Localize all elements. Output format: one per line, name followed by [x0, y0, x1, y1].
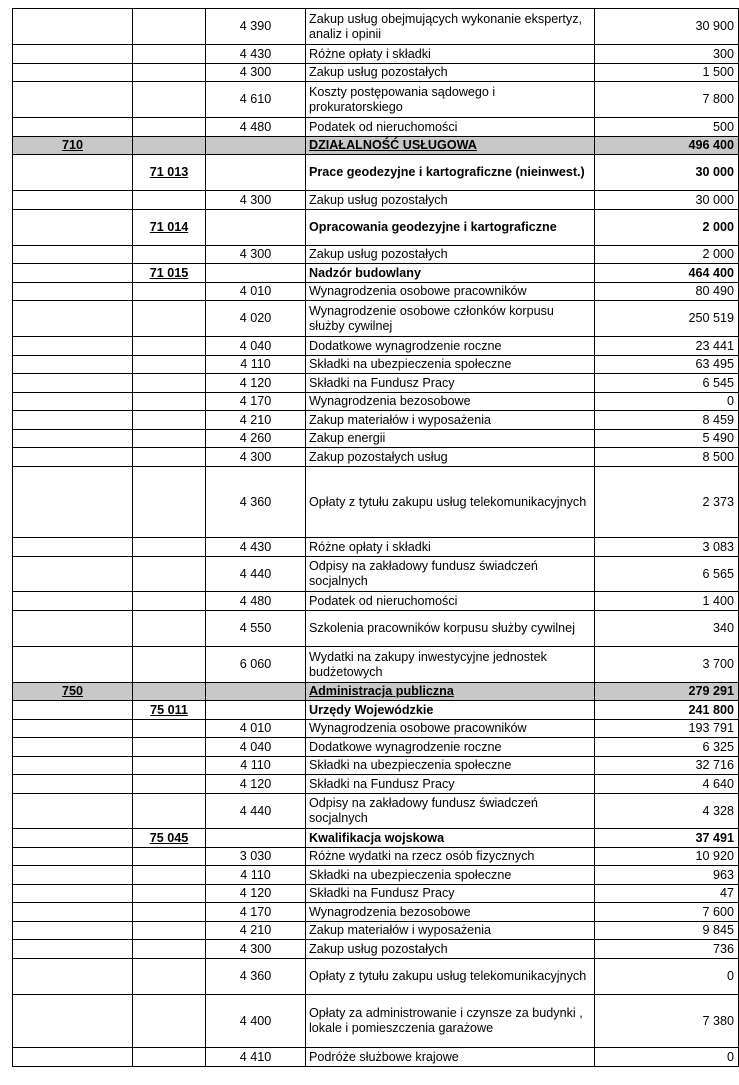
paragraf-cell: 4 440 — [206, 794, 306, 829]
paragraf-cell: 4 260 — [206, 430, 306, 448]
paragraf-cell: 4 610 — [206, 82, 306, 118]
table-row — [13, 592, 739, 611]
paragraf-cell: 4 110 — [206, 866, 306, 885]
rozdzial-cell — [133, 191, 206, 210]
rozdzial-cell — [133, 374, 206, 393]
amount-cell: 8 459 — [595, 411, 739, 430]
dzial-cell — [13, 467, 133, 538]
amount-cell: 193 791 — [595, 720, 739, 738]
rozdzial-cell — [133, 592, 206, 611]
dzial-cell — [13, 155, 133, 191]
description-cell: Składki na ubezpieczenia społeczne — [306, 356, 595, 374]
budget-table — [12, 8, 739, 1067]
rozdzial-cell — [133, 283, 206, 301]
paragraf-cell — [206, 210, 306, 246]
dzial-cell — [13, 592, 133, 611]
section-title: Administracja publiczna — [309, 684, 454, 698]
dzial-cell — [13, 82, 133, 118]
description-cell — [306, 683, 595, 701]
dzial-cell — [13, 283, 133, 301]
rozdzial-cell — [133, 356, 206, 374]
amount-cell: 736 — [595, 940, 739, 959]
table-row — [13, 411, 739, 430]
budget-table-body — [13, 9, 739, 1067]
paragraf-cell: 4 360 — [206, 959, 306, 995]
dzial-cell — [13, 448, 133, 467]
rozdzial-cell — [133, 775, 206, 794]
table-row — [13, 995, 739, 1048]
dzial-cell — [13, 829, 133, 848]
description-cell: Zakup usług obejmujących wykonanie ekspertyz, analiz i opinii — [306, 9, 595, 45]
amount-cell: 3 700 — [595, 647, 739, 683]
dzial-cell — [13, 301, 133, 337]
table-row — [13, 393, 739, 411]
table-row — [13, 538, 739, 557]
table-row — [13, 356, 739, 374]
table-row — [13, 191, 739, 210]
table-row — [13, 430, 739, 448]
dzial-cell — [13, 191, 133, 210]
paragraf-cell: 4 430 — [206, 45, 306, 64]
rozdzial-cell — [133, 647, 206, 683]
description-cell: Różne opłaty i składki — [306, 538, 595, 557]
table-row — [13, 885, 739, 903]
amount-cell: 6 325 — [595, 738, 739, 757]
rozdzial-cell — [133, 757, 206, 775]
rozdzial-cell — [133, 738, 206, 757]
description-cell: Koszty postępowania sądowego i prokuratorskiego — [306, 82, 595, 118]
rozdzial-cell — [133, 64, 206, 82]
paragraf-cell: 4 300 — [206, 246, 306, 264]
rozdzial-cell — [133, 885, 206, 903]
rozdzial-cell — [133, 337, 206, 356]
description-cell: Zakup usług pozostałych — [306, 940, 595, 959]
description-cell: Wynagrodzenia bezosobowe — [306, 903, 595, 922]
dzial-cell — [13, 9, 133, 45]
dzial-cell — [13, 45, 133, 64]
dzial-cell — [13, 866, 133, 885]
table-row — [13, 903, 739, 922]
chapter-row — [13, 701, 739, 720]
table-row — [13, 82, 739, 118]
table-row — [13, 720, 739, 738]
paragraf-cell: 4 110 — [206, 356, 306, 374]
paragraf-cell: 4 430 — [206, 538, 306, 557]
amount-cell: 47 — [595, 885, 739, 903]
table-row — [13, 246, 739, 264]
paragraf-cell — [206, 137, 306, 155]
dzial-cell — [13, 538, 133, 557]
table-row — [13, 374, 739, 393]
amount-cell: 2 373 — [595, 467, 739, 538]
rozdzial-cell — [133, 430, 206, 448]
dzial-cell — [13, 720, 133, 738]
chapter-row — [13, 210, 739, 246]
dzial-cell — [13, 903, 133, 922]
amount-cell: 7 380 — [595, 995, 739, 1048]
dzial-cell — [13, 885, 133, 903]
description-cell: Zakup usług pozostałych — [306, 246, 595, 264]
table-row — [13, 448, 739, 467]
description-cell: Składki na Fundusz Pracy — [306, 374, 595, 393]
rozdzial-cell — [133, 683, 206, 701]
rozdzial-cell — [133, 301, 206, 337]
dzial-cell — [13, 775, 133, 794]
paragraf-cell: 4 410 — [206, 1048, 306, 1067]
rozdzial-cell — [133, 848, 206, 866]
dzial-cell — [13, 959, 133, 995]
paragraf-cell: 6 060 — [206, 647, 306, 683]
amount-cell: 279 291 — [595, 683, 739, 701]
rozdzial-cell — [133, 794, 206, 829]
rozdzial-cell — [133, 940, 206, 959]
rozdzial-cell — [133, 866, 206, 885]
table-row — [13, 848, 739, 866]
paragraf-cell: 4 550 — [206, 611, 306, 647]
description-cell: Wynagrodzenia bezosobowe — [306, 393, 595, 411]
paragraf-cell: 3 030 — [206, 848, 306, 866]
rozdzial-cell — [133, 118, 206, 137]
paragraf-cell: 4 170 — [206, 393, 306, 411]
description-cell: Urzędy Wojewódzkie — [306, 701, 595, 720]
rozdzial-cell — [133, 922, 206, 940]
table-row — [13, 611, 739, 647]
paragraf-cell: 4 120 — [206, 374, 306, 393]
dzial-cell — [13, 738, 133, 757]
description-cell: Różne wydatki na rzecz osób fizycznych — [306, 848, 595, 866]
paragraf-cell: 4 120 — [206, 885, 306, 903]
rozdzial-cell — [133, 538, 206, 557]
paragraf-cell: 4 020 — [206, 301, 306, 337]
dzial-cell — [13, 393, 133, 411]
description-cell: Wynagrodzenie osobowe członków korpusu służby cywilnej — [306, 301, 595, 337]
description-cell: Składki na ubezpieczenia społeczne — [306, 757, 595, 775]
paragraf-cell — [206, 829, 306, 848]
chapter-row — [13, 155, 739, 191]
rozdzial-cell — [133, 611, 206, 647]
dzial-cell — [13, 246, 133, 264]
description-cell: Opłaty z tytułu zakupu usług telekomunikacyjnych — [306, 959, 595, 995]
table-row — [13, 118, 739, 137]
description-cell: Opłaty z tytułu zakupu usług telekomunikacyjnych — [306, 467, 595, 538]
paragraf-cell: 4 440 — [206, 557, 306, 592]
paragraf-cell: 4 300 — [206, 191, 306, 210]
table-row — [13, 866, 739, 885]
rozdzial-cell — [133, 467, 206, 538]
rozdzial-cell — [133, 995, 206, 1048]
amount-cell: 8 500 — [595, 448, 739, 467]
paragraf-cell: 4 170 — [206, 903, 306, 922]
description-cell: Opłaty za administrowanie i czynsze za budynki , lokale i pomieszczenia garażowe — [306, 995, 595, 1048]
description-cell: Zakup usług pozostałych — [306, 191, 595, 210]
description-cell: Zakup energii — [306, 430, 595, 448]
dzial-cell — [13, 264, 133, 283]
description-cell: Szkolenia pracowników korpusu służby cywilnej — [306, 611, 595, 647]
table-row — [13, 922, 739, 940]
paragraf-cell: 4 120 — [206, 775, 306, 794]
rozdzial-cell: 71 014 — [133, 210, 206, 246]
rozdzial-cell — [133, 903, 206, 922]
dzial-cell — [13, 210, 133, 246]
table-row — [13, 738, 739, 757]
dzial-cell: 710 — [13, 137, 133, 155]
amount-cell: 0 — [595, 959, 739, 995]
description-cell: Kwalifikacja wojskowa — [306, 829, 595, 848]
dzial-cell — [13, 1048, 133, 1067]
amount-cell: 0 — [595, 1048, 739, 1067]
rozdzial-cell — [133, 1048, 206, 1067]
description-cell — [306, 137, 595, 155]
paragraf-cell: 4 040 — [206, 738, 306, 757]
paragraf-cell: 4 110 — [206, 757, 306, 775]
description-cell: Podróże służbowe krajowe — [306, 1048, 595, 1067]
description-cell: Składki na ubezpieczenia społeczne — [306, 866, 595, 885]
description-cell: Prace geodezyjne i kartograficzne (nieinwest.) — [306, 155, 595, 191]
paragraf-cell: 4 210 — [206, 922, 306, 940]
amount-cell: 30 900 — [595, 9, 739, 45]
table-row — [13, 301, 739, 337]
amount-cell: 3 083 — [595, 538, 739, 557]
dzial-cell — [13, 647, 133, 683]
rozdzial-cell — [133, 9, 206, 45]
paragraf-cell — [206, 701, 306, 720]
description-cell: Opracowania geodezyjne i kartograficzne — [306, 210, 595, 246]
dzial-cell — [13, 356, 133, 374]
paragraf-cell: 4 210 — [206, 411, 306, 430]
dzial-cell — [13, 411, 133, 430]
paragraf-cell — [206, 264, 306, 283]
rozdzial-cell — [133, 393, 206, 411]
rozdzial-cell: 71 015 — [133, 264, 206, 283]
table-row — [13, 45, 739, 64]
rozdzial-cell: 75 045 — [133, 829, 206, 848]
paragraf-cell: 4 010 — [206, 283, 306, 301]
table-row — [13, 794, 739, 829]
amount-cell: 1 400 — [595, 592, 739, 611]
paragraf-cell: 4 300 — [206, 64, 306, 82]
description-cell: Składki na Fundusz Pracy — [306, 775, 595, 794]
amount-cell: 963 — [595, 866, 739, 885]
dzial-cell — [13, 64, 133, 82]
paragraf-cell: 4 400 — [206, 995, 306, 1048]
rozdzial-cell — [133, 557, 206, 592]
description-cell: Składki na Fundusz Pracy — [306, 885, 595, 903]
description-cell: Odpisy na zakładowy fundusz świadczeń socjalnych — [306, 557, 595, 592]
amount-cell: 5 490 — [595, 430, 739, 448]
description-cell: Zakup usług pozostałych — [306, 64, 595, 82]
description-cell: Dodatkowe wynagrodzenie roczne — [306, 337, 595, 356]
table-row — [13, 775, 739, 794]
paragraf-cell: 4 300 — [206, 940, 306, 959]
rozdzial-cell — [133, 448, 206, 467]
amount-cell: 250 519 — [595, 301, 739, 337]
amount-cell: 2 000 — [595, 210, 739, 246]
dzial-cell — [13, 118, 133, 137]
amount-cell: 500 — [595, 118, 739, 137]
rozdzial-cell: 71 013 — [133, 155, 206, 191]
description-cell: Wydatki na zakupy inwestycyjne jednostek budżetowych — [306, 647, 595, 683]
description-cell: Zakup materiałów i wyposażenia — [306, 922, 595, 940]
description-cell: Wynagrodzenia osobowe pracowników — [306, 283, 595, 301]
paragraf-cell — [206, 683, 306, 701]
paragraf-cell: 4 360 — [206, 467, 306, 538]
amount-cell: 6 565 — [595, 557, 739, 592]
description-cell: Podatek od nieruchomości — [306, 118, 595, 137]
table-row — [13, 959, 739, 995]
amount-cell: 7 600 — [595, 903, 739, 922]
rozdzial-cell: 75 011 — [133, 701, 206, 720]
amount-cell: 63 495 — [595, 356, 739, 374]
section-row — [13, 683, 739, 701]
table-row — [13, 467, 739, 538]
amount-cell: 0 — [595, 393, 739, 411]
paragraf-cell: 4 040 — [206, 337, 306, 356]
dzial-cell — [13, 848, 133, 866]
rozdzial-cell — [133, 720, 206, 738]
description-cell: Odpisy na zakładowy fundusz świadczeń socjalnych — [306, 794, 595, 829]
amount-cell: 30 000 — [595, 155, 739, 191]
table-row — [13, 283, 739, 301]
dzial-cell — [13, 757, 133, 775]
amount-cell: 80 490 — [595, 283, 739, 301]
amount-cell: 241 800 — [595, 701, 739, 720]
dzial-cell — [13, 337, 133, 356]
amount-cell: 10 920 — [595, 848, 739, 866]
rozdzial-cell — [133, 82, 206, 118]
table-row — [13, 940, 739, 959]
section-row — [13, 137, 739, 155]
rozdzial-cell — [133, 411, 206, 430]
rozdzial-cell — [133, 137, 206, 155]
paragraf-cell: 4 010 — [206, 720, 306, 738]
amount-cell: 464 400 — [595, 264, 739, 283]
dzial-cell — [13, 374, 133, 393]
dzial-cell — [13, 922, 133, 940]
table-row — [13, 647, 739, 683]
dzial-cell: 750 — [13, 683, 133, 701]
dzial-cell — [13, 701, 133, 720]
amount-cell: 9 845 — [595, 922, 739, 940]
table-row — [13, 757, 739, 775]
amount-cell: 7 800 — [595, 82, 739, 118]
amount-cell: 32 716 — [595, 757, 739, 775]
amount-cell: 2 000 — [595, 246, 739, 264]
dzial-cell — [13, 995, 133, 1048]
chapter-row — [13, 264, 739, 283]
paragraf-cell: 4 480 — [206, 592, 306, 611]
amount-cell: 340 — [595, 611, 739, 647]
description-cell: Podatek od nieruchomości — [306, 592, 595, 611]
amount-cell: 496 400 — [595, 137, 739, 155]
amount-cell: 23 441 — [595, 337, 739, 356]
description-cell: Zakup materiałów i wyposażenia — [306, 411, 595, 430]
amount-cell: 300 — [595, 45, 739, 64]
description-cell: Wynagrodzenia osobowe pracowników — [306, 720, 595, 738]
table-row — [13, 64, 739, 82]
description-cell: Zakup pozostałych usług — [306, 448, 595, 467]
section-title: DZIAŁALNOŚĆ USŁUGOWA — [309, 138, 477, 152]
amount-cell: 30 000 — [595, 191, 739, 210]
table-row — [13, 557, 739, 592]
amount-cell: 37 491 — [595, 829, 739, 848]
dzial-cell — [13, 611, 133, 647]
table-row — [13, 1048, 739, 1067]
table-row — [13, 9, 739, 45]
amount-cell: 6 545 — [595, 374, 739, 393]
rozdzial-cell — [133, 959, 206, 995]
paragraf-cell: 4 480 — [206, 118, 306, 137]
paragraf-cell: 4 390 — [206, 9, 306, 45]
dzial-cell — [13, 940, 133, 959]
dzial-cell — [13, 557, 133, 592]
table-row — [13, 337, 739, 356]
description-cell: Dodatkowe wynagrodzenie roczne — [306, 738, 595, 757]
amount-cell: 4 640 — [595, 775, 739, 794]
rozdzial-cell — [133, 45, 206, 64]
rozdzial-cell — [133, 246, 206, 264]
paragraf-cell: 4 300 — [206, 448, 306, 467]
amount-cell: 4 328 — [595, 794, 739, 829]
dzial-cell — [13, 794, 133, 829]
dzial-cell — [13, 430, 133, 448]
description-cell: Różne opłaty i składki — [306, 45, 595, 64]
paragraf-cell — [206, 155, 306, 191]
description-cell: Nadzór budowlany — [306, 264, 595, 283]
amount-cell: 1 500 — [595, 64, 739, 82]
chapter-row — [13, 829, 739, 848]
